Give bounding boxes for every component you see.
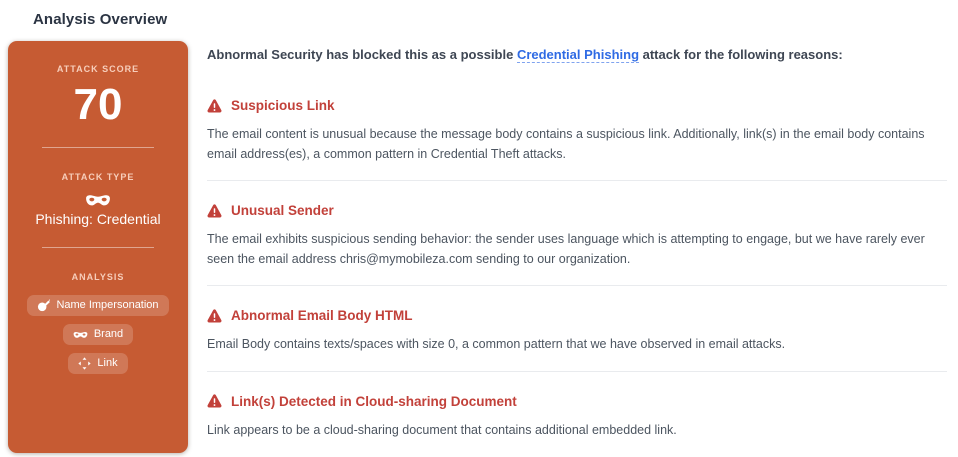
- reason-title: Suspicious Link: [231, 98, 335, 113]
- warning-triangle-icon: [207, 204, 222, 218]
- attack-type-value: Phishing: Credential: [35, 211, 161, 227]
- credential-phishing-link[interactable]: Credential Phishing: [516, 47, 640, 62]
- badge-label: Name Impersonation: [56, 299, 159, 311]
- analysis-content: [207, 46, 947, 456]
- intro-prefix: Abnormal Security has blocked this as a possible: [207, 47, 517, 62]
- attack-score-card: [8, 41, 188, 453]
- attack-score-label: ATTACK SCORE: [56, 64, 140, 74]
- mask-icon: [73, 331, 88, 339]
- page-title: Analysis Overview: [33, 11, 168, 28]
- attack-score-value: 70: [73, 80, 123, 129]
- reason-title: Abnormal Email Body HTML: [231, 308, 413, 323]
- reason-body: Link appears to be a cloud-sharing document that contains additional embedded link.: [207, 422, 677, 437]
- reason-suspicious-link: [207, 76, 947, 181]
- card-divider: [42, 147, 154, 148]
- card-divider: [42, 247, 154, 248]
- reason-title: Unusual Sender: [231, 203, 334, 218]
- reason-body: The email exhibits suspicious sending behavior: the sender uses language which is attempting to engage, but we have rarely ever seen the email address chris@mymobileza.com sending to our organization.: [207, 232, 925, 266]
- reason-title-row: [207, 393, 947, 410]
- reason-title: Link(s) Detected in Cloud-sharing Document: [231, 393, 517, 409]
- badge-brand: [63, 324, 133, 345]
- analysis-label: ANALYSIS: [71, 272, 125, 282]
- attack-type-label: ATTACK TYPE: [61, 172, 135, 182]
- warning-triangle-icon: [207, 309, 222, 323]
- reason-body: The email content is unusual because the message body contains a suspicious link. Additionally, link(s) in the email body contains email address(es), a common pattern in Credential Theft attacks.: [207, 127, 925, 161]
- warning-triangle-icon: [207, 394, 222, 408]
- intro-text: [207, 46, 947, 64]
- reason-title-row: [207, 307, 947, 324]
- mask-icon: [85, 194, 111, 206]
- reason-title-row: [207, 202, 947, 219]
- reason-cloud-sharing-link: [207, 372, 947, 457]
- impersonation-icon: [37, 299, 50, 312]
- analysis-badges: [27, 295, 168, 374]
- badge-label: Brand: [93, 328, 124, 340]
- link-icon: [78, 357, 91, 370]
- reason-title-row: [207, 97, 947, 114]
- warning-triangle-icon: [207, 99, 222, 113]
- reason-abnormal-body-html: [207, 286, 947, 372]
- badge-label: Link: [97, 357, 118, 369]
- badge-link: [68, 353, 127, 374]
- reason-unusual-sender: [207, 181, 947, 286]
- badge-name-impersonation: [27, 295, 168, 316]
- reason-body: Email Body contains texts/spaces with size 0, a common pattern that we have observed in email attacks.: [207, 337, 786, 351]
- intro-suffix: attack for the following reasons:: [639, 47, 843, 62]
